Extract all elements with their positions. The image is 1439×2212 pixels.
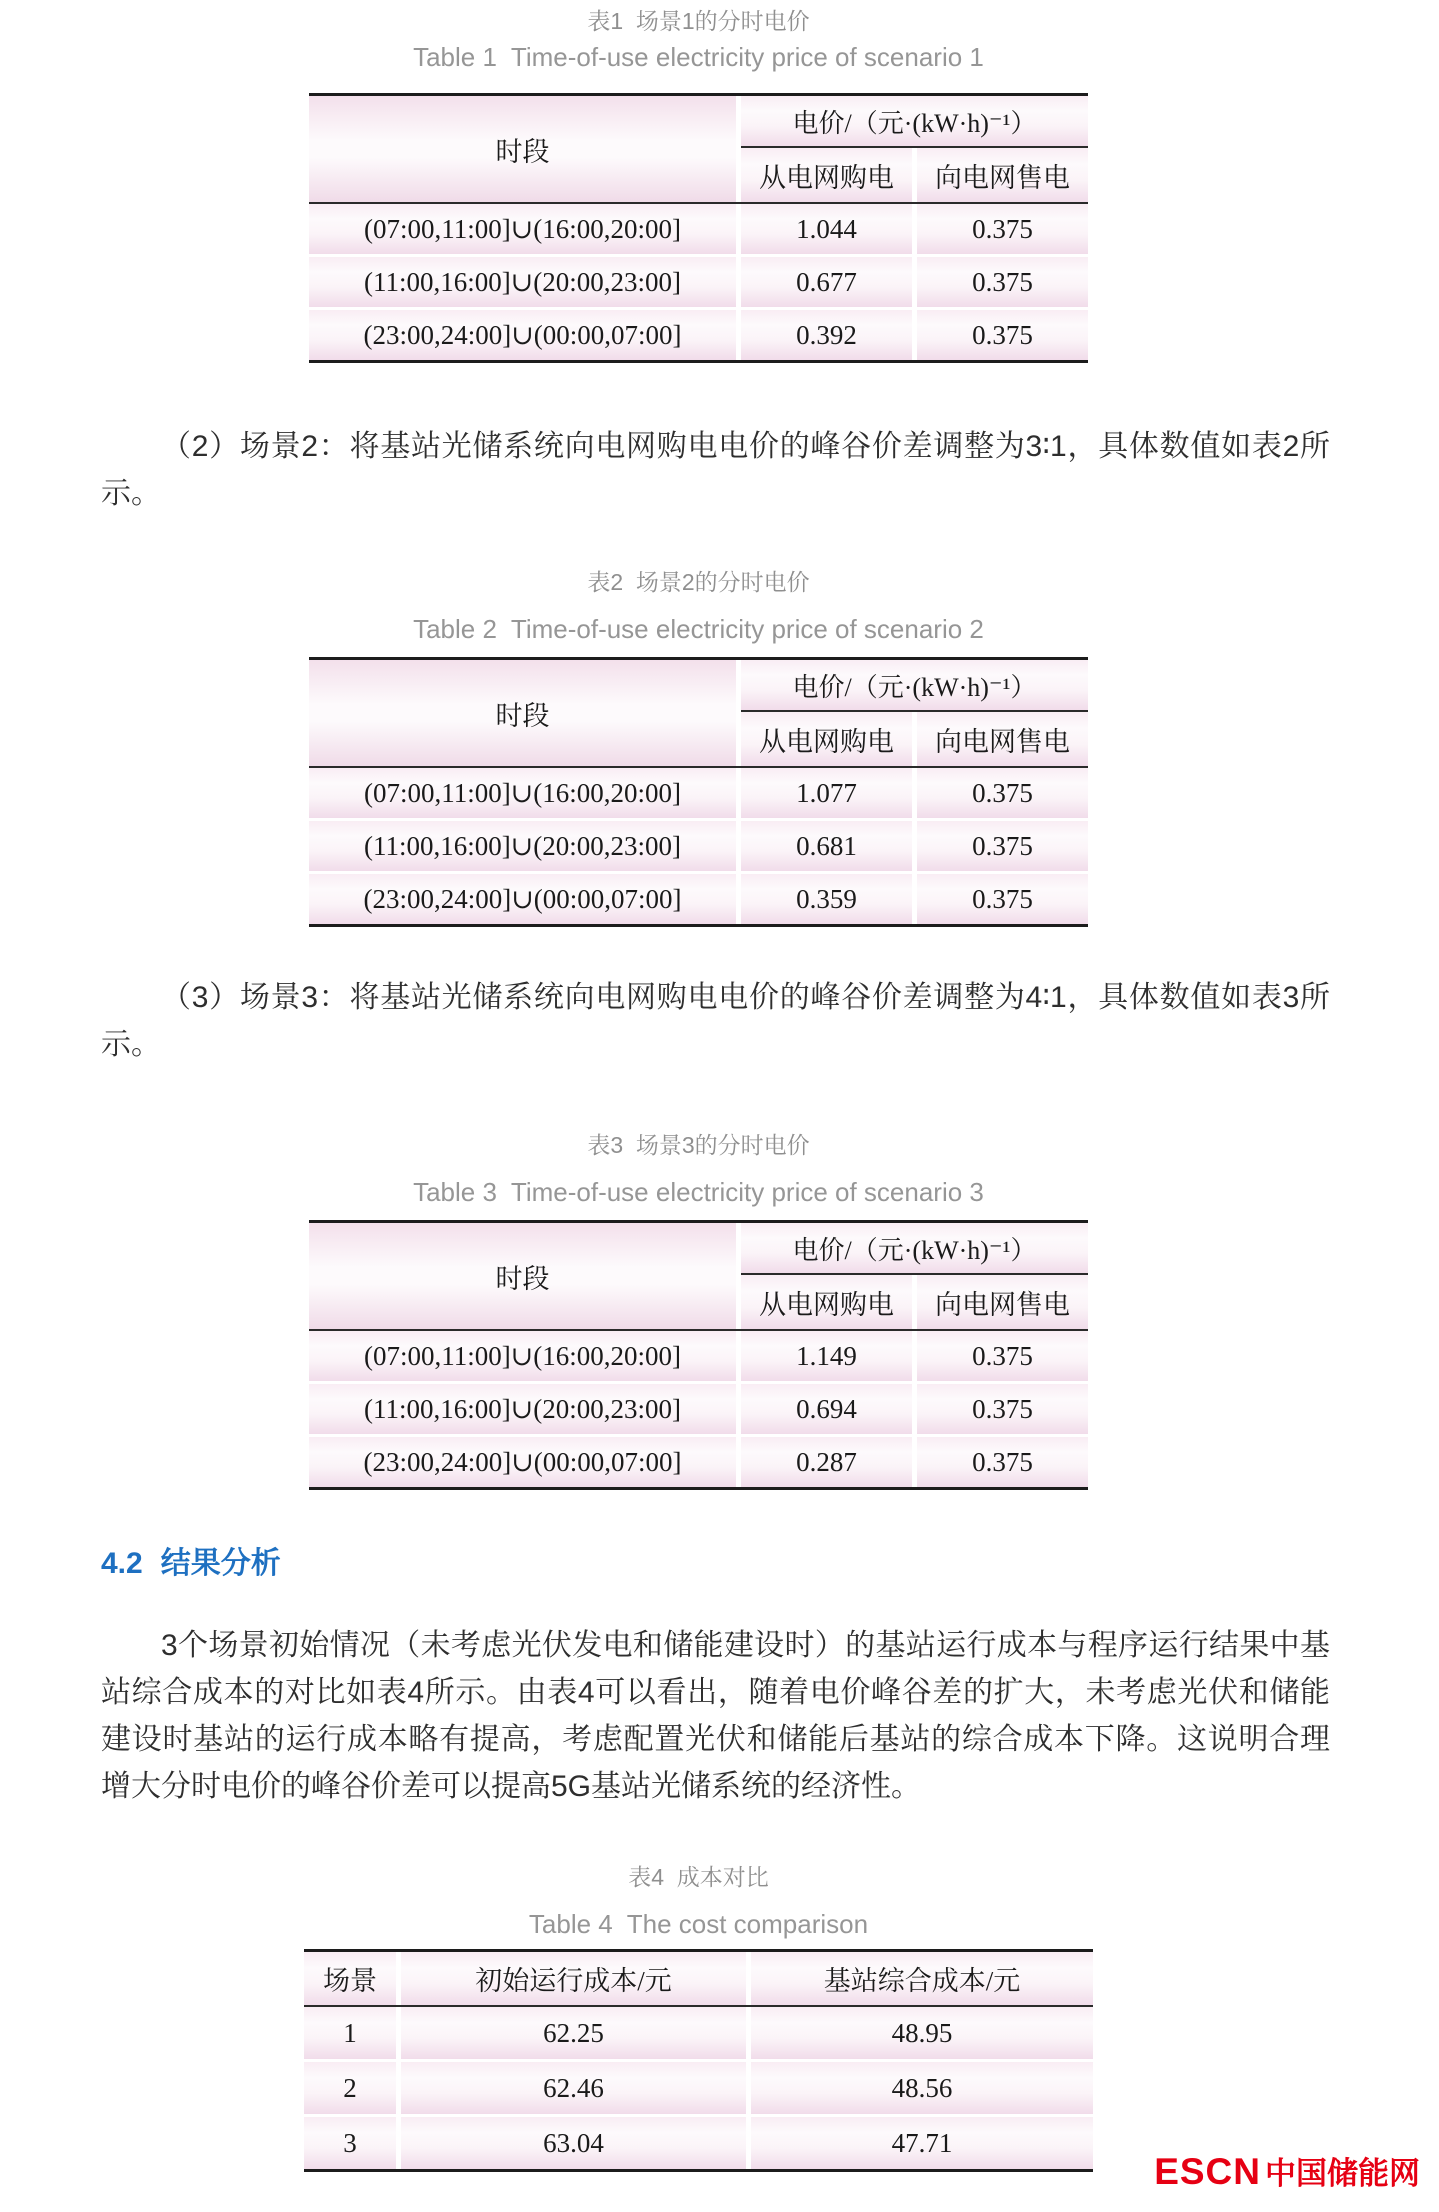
table-row <box>309 821 1088 871</box>
cell-sell-price: 0.375 <box>917 874 1088 924</box>
table-row <box>309 874 1088 924</box>
table4-caption-zh: 表4 成本对比 <box>628 1864 769 1890</box>
table-row <box>304 2117 1093 2169</box>
cell-sell-price: 0.375 <box>917 768 1088 818</box>
header-price-unit: 电价/（元·(kW·h)⁻¹） <box>741 1223 1088 1273</box>
paragraph-scenario2: （2）场景2：将基站光储系统向电网购电电价的峰谷价差调整为3∶1，具体数值如表2所示。 <box>101 430 1330 510</box>
header-initial-cost: 初始运行成本/元 <box>401 1952 746 2005</box>
cell-period: (23:00,24:00]∪(00:00,07:00] <box>309 310 736 360</box>
table1-caption-zh: 表1 场景1的分时电价 <box>587 8 810 34</box>
cell-sell-price: 0.375 <box>917 310 1088 360</box>
cell-scene: 1 <box>304 2007 396 2059</box>
cell-sell-price: 0.375 <box>917 1384 1088 1434</box>
header-price-unit: 电价/（元·(kW·h)⁻¹） <box>741 96 1088 146</box>
cell-initial-cost: 62.25 <box>401 2007 746 2059</box>
header-buy: 从电网购电 <box>741 148 912 202</box>
table-cost-comparison <box>304 1949 1093 2172</box>
table-scenario1 <box>309 93 1088 363</box>
table-row <box>304 2007 1093 2059</box>
cell-comprehensive-cost: 48.56 <box>751 2062 1093 2114</box>
cell-period: (11:00,16:00]∪(20:00,23:00] <box>309 257 736 307</box>
header-period: 时段 <box>309 96 736 202</box>
table-scenario3 <box>309 1220 1088 1490</box>
header-sell: 向电网售电 <box>917 148 1088 202</box>
paragraph-analysis: 3个场景初始情况（未考虑光伏发电和储能建设时）的基站运行成本与程序运行结果中基站综合成本的对比如表4所示。由表4可以看出，随着电价峰谷差的扩大，未考虑光伏和储能建设时基站的运行成本略有提高，考虑配置光伏和储能后基站的综合成本下降。这说明合理增大分时电价的峰谷价差可以提高5G基站光储系统的经济性。 <box>101 1629 1330 1803</box>
cell-buy-price: 0.694 <box>741 1384 912 1434</box>
table2-caption-en: Table 2 Time-of-use electricity price of scenario 2 <box>413 614 984 644</box>
cell-sell-price: 0.375 <box>917 257 1088 307</box>
table-row <box>309 310 1088 360</box>
table-scenario3-header <box>309 1223 1088 1329</box>
escn-logo-chinese: 中国储能网 <box>1265 2156 1420 2191</box>
escn-logo-text: ESCN <box>1154 2151 1261 2192</box>
table3-caption-en: Table 3 Time-of-use electricity price of scenario 3 <box>413 1177 984 1207</box>
table-row <box>304 2062 1093 2114</box>
table-row <box>309 257 1088 307</box>
cell-period: (11:00,16:00]∪(20:00,23:00] <box>309 821 736 871</box>
header-sell: 向电网售电 <box>917 712 1088 766</box>
cell-sell-price: 0.375 <box>917 204 1088 254</box>
header-period: 时段 <box>309 1223 736 1329</box>
table-row <box>309 768 1088 818</box>
table-scenario2-header <box>309 660 1088 766</box>
table-row <box>309 1437 1088 1487</box>
cell-initial-cost: 62.46 <box>401 2062 746 2114</box>
cell-period: (07:00,11:00]∪(16:00,20:00] <box>309 768 736 818</box>
escn-logo <box>1154 2148 1420 2193</box>
cell-buy-price: 0.287 <box>741 1437 912 1487</box>
header-buy: 从电网购电 <box>741 712 912 766</box>
table2-caption-zh: 表2 场景2的分时电价 <box>587 569 810 595</box>
section-number: 4.2 <box>101 1547 143 1580</box>
cell-scene: 2 <box>304 2062 396 2114</box>
cell-buy-price: 0.359 <box>741 874 912 924</box>
header-buy: 从电网购电 <box>741 1275 912 1329</box>
cell-period: (23:00,24:00]∪(00:00,07:00] <box>309 1437 736 1487</box>
header-price-unit: 电价/（元·(kW·h)⁻¹） <box>741 660 1088 710</box>
table1-caption-en: Table 1 Time-of-use electricity price of scenario 1 <box>413 42 984 72</box>
header-comprehensive-cost: 基站综合成本/元 <box>751 1952 1093 2005</box>
cell-sell-price: 0.375 <box>917 1331 1088 1381</box>
cell-buy-price: 1.044 <box>741 204 912 254</box>
cell-period: (11:00,16:00]∪(20:00,23:00] <box>309 1384 736 1434</box>
table-row <box>309 204 1088 254</box>
section-title: 结果分析 <box>160 1547 281 1580</box>
header-scene: 场景 <box>304 1952 396 2005</box>
cell-sell-price: 0.375 <box>917 1437 1088 1487</box>
cell-buy-price: 1.149 <box>741 1331 912 1381</box>
cell-scene: 3 <box>304 2117 396 2169</box>
cell-initial-cost: 63.04 <box>401 2117 746 2169</box>
header-period: 时段 <box>309 660 736 766</box>
cell-comprehensive-cost: 48.95 <box>751 2007 1093 2059</box>
header-sell: 向电网售电 <box>917 1275 1088 1329</box>
table4-caption-en: Table 4 The cost comparison <box>528 1909 869 1939</box>
table-scenario1-header <box>309 96 1088 202</box>
table-cost-header <box>304 1952 1093 2005</box>
cell-buy-price: 1.077 <box>741 768 912 818</box>
cell-buy-price: 0.681 <box>741 821 912 871</box>
cell-buy-price: 0.392 <box>741 310 912 360</box>
cell-period: (07:00,11:00]∪(16:00,20:00] <box>309 204 736 254</box>
cell-sell-price: 0.375 <box>917 821 1088 871</box>
cell-buy-price: 0.677 <box>741 257 912 307</box>
cell-period: (07:00,11:00]∪(16:00,20:00] <box>309 1331 736 1381</box>
table-row <box>309 1384 1088 1434</box>
cell-comprehensive-cost: 47.71 <box>751 2117 1093 2169</box>
section-heading <box>101 1544 1439 1584</box>
table-scenario2 <box>309 657 1088 927</box>
table3-caption-zh: 表3 场景3的分时电价 <box>587 1132 810 1158</box>
cell-period: (23:00,24:00]∪(00:00,07:00] <box>309 874 736 924</box>
paragraph-scenario3: （3）场景3：将基站光储系统向电网购电电价的峰谷价差调整为4∶1，具体数值如表3所示。 <box>101 981 1330 1061</box>
table-row <box>309 1331 1088 1381</box>
